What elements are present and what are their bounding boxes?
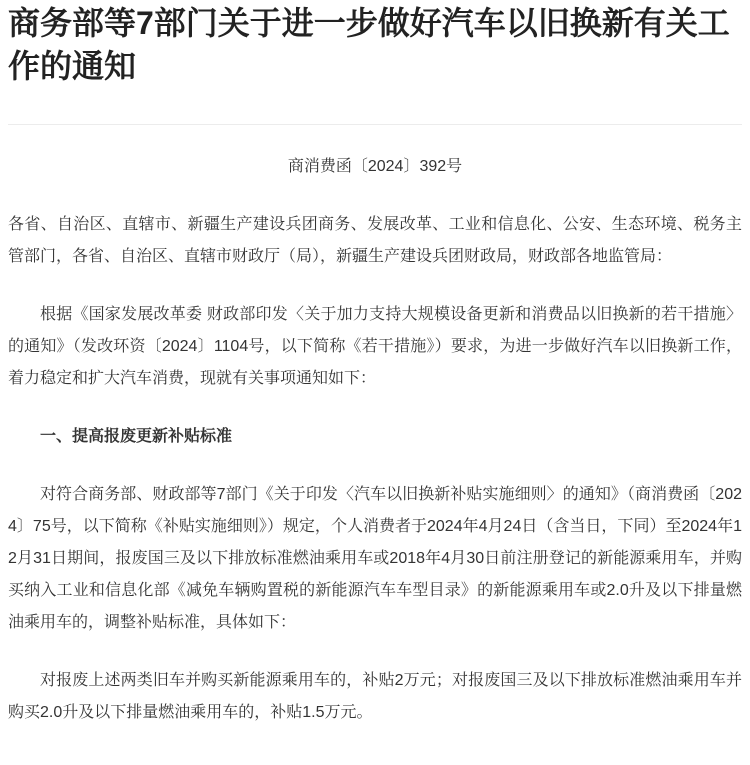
page-title: 商务部等7部门关于进一步做好汽车以旧换新有关工作的通知 bbox=[8, 5, 730, 84]
doc-number: 商消费函〔2024〕392号 bbox=[287, 158, 463, 175]
recipients-paragraph: 各省、自治区、直辖市、新疆生产建设兵团商务、发展改革、工业和信息化、公安、生态环境、税务主管部门，各省、自治区、直辖市财政厅（局），新疆生产建设兵团财政局，财政部各地监管局： bbox=[8, 216, 742, 265]
intro-paragraph: 根据《国家发展改革委 财政部印发〈关于加力支持大规模设备更新和消费品以旧换新的若干措施〉的通知》（发改环资〔2024〕1104号，以下简称《若干措施》）要求，为进一步做好汽车以旧换新工作，着力稳定和扩大汽车消费，现就有关事项通知如下： bbox=[8, 306, 742, 387]
section-1-heading: 一、提高报废更新补贴标准 bbox=[40, 428, 233, 445]
title-divider bbox=[8, 124, 742, 125]
section-1-paragraph-subsidy-amounts: 对报废上述两类旧车并购买新能源乘用车的，补贴2万元；对报废国三及以下排放标准燃油乘用车并购买2.0升及以下排量燃油乘用车的，补贴1.5万元。 bbox=[8, 672, 742, 721]
section-1-paragraph-subsidy-rules: 对符合商务部、财政部等7部门《关于印发〈汽车以旧换新补贴实施细则〉的通知》（商消费函〔2024〕75号，以下简称《补贴实施细则》）规定，个人消费者于2024年4月24日（含当日，下同）至2024年12月31日期间，报废国三及以下排放标准燃油乘用车或2018年4月30日前注册登记的新能源乘用车，并购买纳入工业和信息化部《减免车辆购置税的新能源汽车车型目录》的新能源乘用车或2.0升及以下排量燃油乘用车的，调整补贴标准，具体如下： bbox=[8, 486, 742, 631]
